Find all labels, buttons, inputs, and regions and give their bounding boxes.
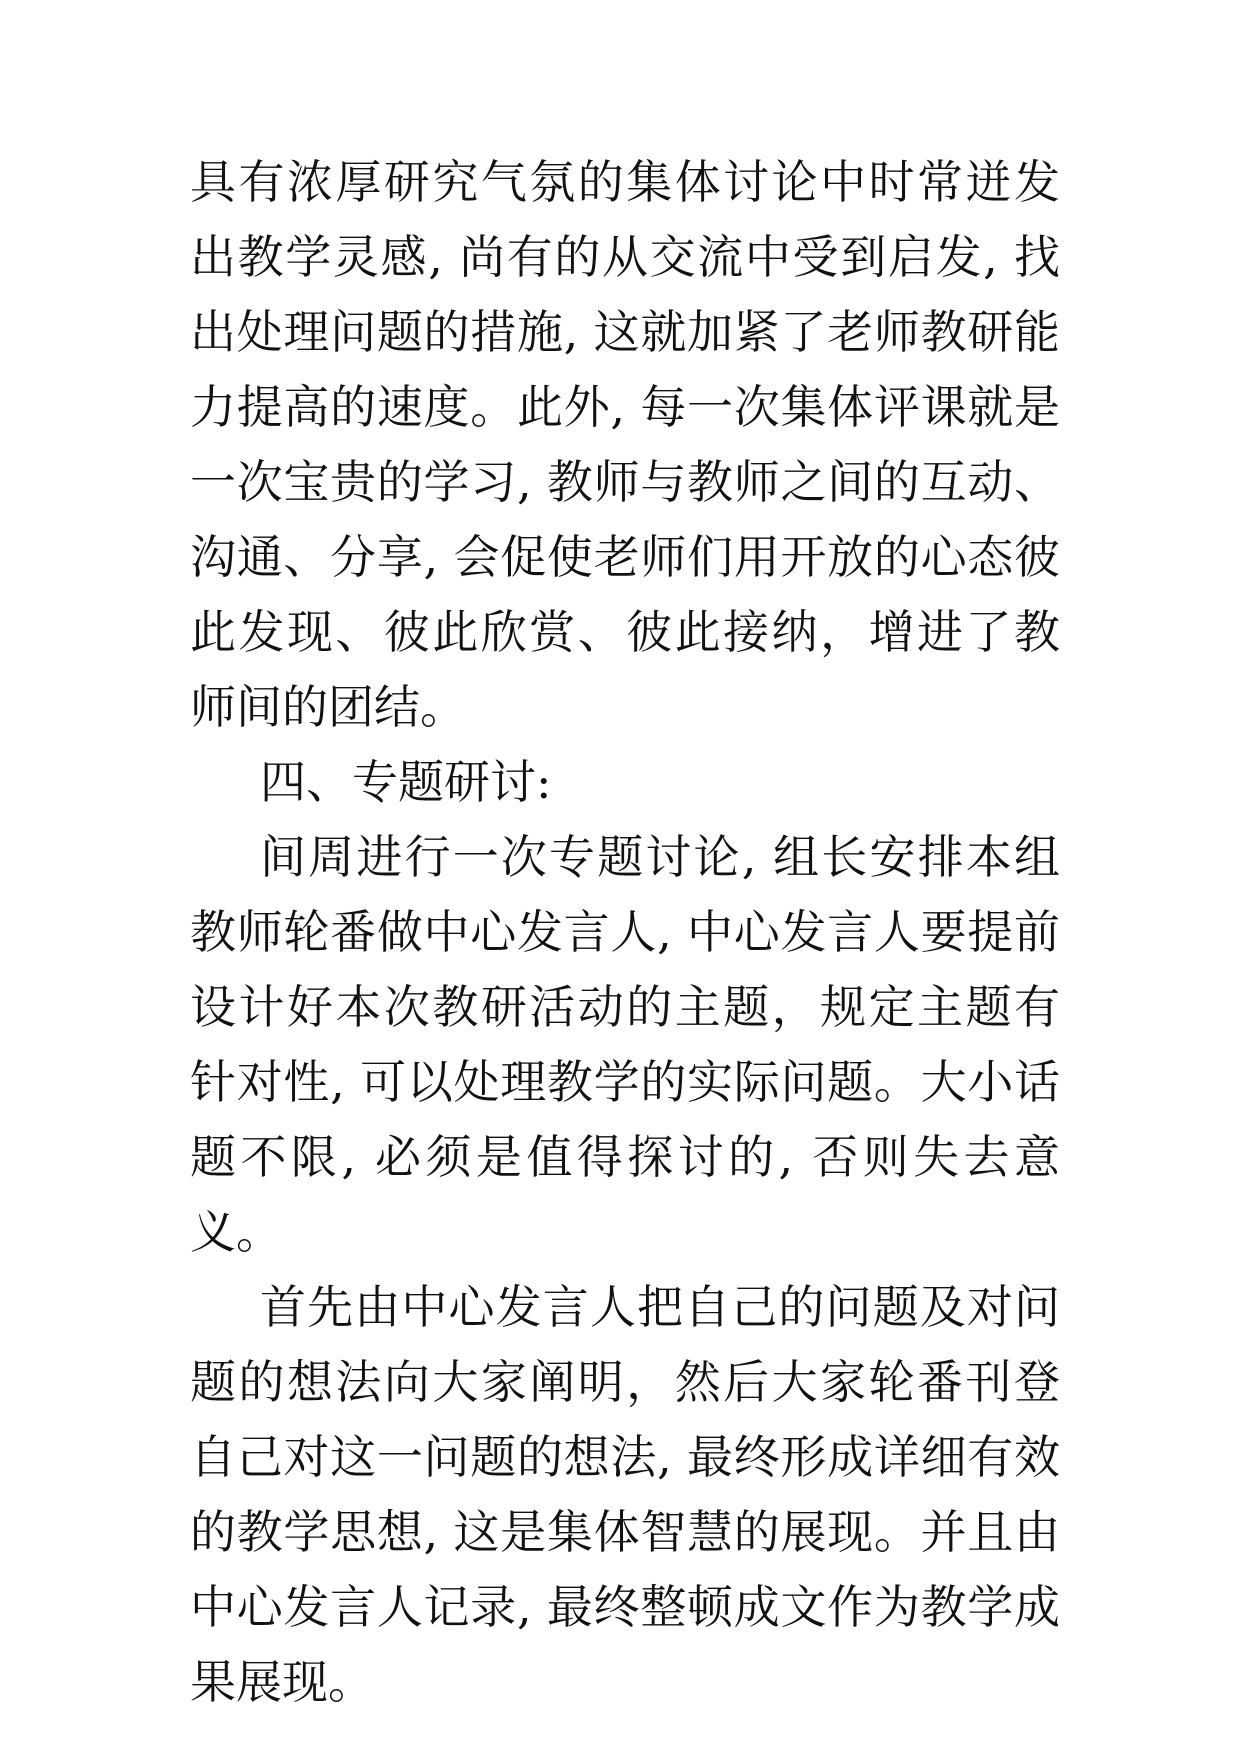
document-body xyxy=(190,145,1060,1720)
section-heading: 四、专题研讨: xyxy=(260,755,552,809)
paragraph: 首先由中心发言人把自己的问题及对问题的想法向大家阐明，然后大家轮番刊登自己对这一问题的想法, 最终形成详细有效的教学思想, 这是集体智慧的展现。并且由中心发言人记录, 最终整顿成文作为教学成果展现。 xyxy=(190,1280,1060,1709)
paragraph-continuation: 具有浓厚研究气氛的集体讨论中时常迸发出教学灵感, 尚有的从交流中受到启发, 找出处理问题的措施, 这就加紧了老师教研能力提高的速度。此外, 每一次集体评课就是一次宝贵的学习, 教师与教师之间的互动、沟通、分享, 会促使老师们用开放的心态彼此发现、彼此欣赏、彼此接纳，增进了教师间的团结。 xyxy=(190,155,1060,734)
paragraph: 间周进行一次专题讨论, 组长安排本组教师轮番做中心发言人, 中心发言人要提前设计好本次教研活动的主题，规定主题有针对性, 可以处理教学的实际问题。大小话题不限, 必须是值得探讨的, 否则失去意义。 xyxy=(190,830,1060,1259)
